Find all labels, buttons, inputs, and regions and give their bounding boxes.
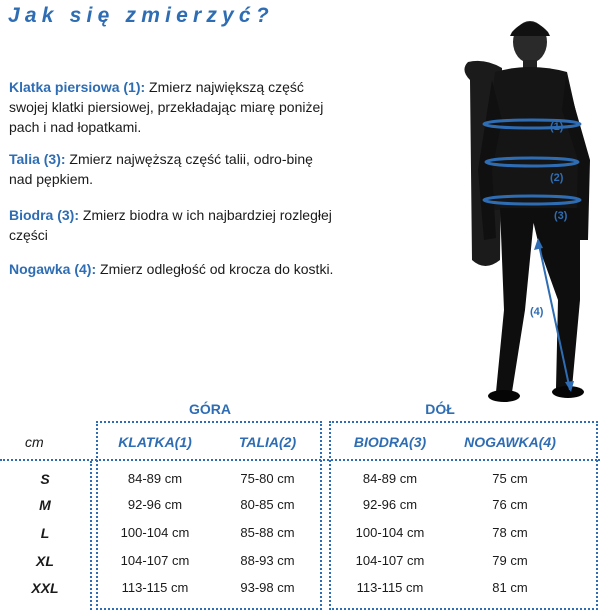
marker-4: (4)	[530, 306, 544, 318]
page-title: Jak się zmierzyć?	[8, 4, 274, 27]
table-row	[0, 576, 600, 602]
instruction-leg	[9, 259, 339, 279]
hips-cell: 84-89 cm	[362, 471, 418, 486]
waist-cell: 85-88 cm	[240, 525, 295, 540]
marker-3: (3)	[554, 210, 568, 222]
table-row	[0, 549, 600, 575]
header-leg: NOGAWKA(4)	[464, 434, 556, 450]
instruction-leg-label: Nogawka (4):	[9, 261, 97, 277]
waist-cell: 80-85 cm	[240, 497, 295, 512]
size-cell: XL	[36, 553, 54, 569]
waist-cell: 75-80 cm	[240, 471, 295, 486]
hips-cell: 104-107 cm	[355, 553, 425, 568]
leg-cell: 78 cm	[492, 525, 528, 540]
chest-cell: 104-107 cm	[120, 553, 190, 568]
leg-cell: 75 cm	[492, 471, 528, 486]
hips-cell: 100-104 cm	[355, 525, 425, 540]
table-row	[0, 467, 600, 493]
size-table	[0, 395, 600, 610]
marker-2: (2)	[550, 172, 564, 184]
section-top: GÓRA	[189, 401, 231, 417]
chest-cell: 113-115 cm	[121, 580, 189, 595]
size-cell: L	[40, 525, 50, 541]
header-hips: BIODRA(3)	[353, 434, 427, 450]
header-chest: KLATKA(1)	[118, 434, 192, 450]
instruction-leg-text: Zmierz odległość od krocza do kostki.	[96, 261, 334, 277]
instruction-hips	[9, 205, 339, 245]
figure-left-leg	[496, 208, 535, 392]
size-cell: XXL	[31, 580, 59, 596]
size-cell: M	[39, 497, 51, 513]
marker-1: (1)	[550, 121, 564, 133]
unit-label: cm	[25, 434, 44, 450]
section-bottom: DÓŁ	[425, 401, 455, 417]
leg-cell: 79 cm	[492, 553, 528, 568]
instruction-waist-label: Talia (3):	[9, 151, 66, 167]
instruction-waist-text: Zmierz najwęższą część talii, odro-binę nad pępkiem.	[9, 151, 313, 187]
figure-right-leg	[530, 208, 580, 388]
size-cell: S	[40, 471, 50, 487]
chest-cell: 84-89 cm	[127, 471, 183, 486]
instruction-chest	[9, 77, 339, 137]
leg-cell: 76 cm	[492, 497, 528, 512]
chest-cell: 100-104 cm	[120, 525, 190, 540]
table-row	[0, 521, 600, 547]
chest-cell: 92-96 cm	[127, 497, 183, 512]
instruction-hips-text: Zmierz biodra w ich najbardziej rozległej części	[9, 207, 332, 243]
hips-cell: 92-96 cm	[362, 497, 418, 512]
leg-cell: 81 cm	[492, 580, 528, 595]
measurement-figure	[430, 10, 600, 410]
instruction-chest-text: Zmierz największą część swojej klatki piersiowej, przekładając miarę poniżej pach i nad łopatkami.	[9, 79, 324, 135]
figure-cap	[510, 22, 550, 36]
table-row	[0, 493, 600, 519]
hips-cell: 113-115 cm	[356, 580, 424, 595]
instruction-chest-label: Klatka piersiowa (1):	[9, 79, 146, 95]
waist-cell: 93-98 cm	[240, 580, 295, 595]
instruction-hips-label: Biodra (3):	[9, 207, 79, 223]
header-waist: TALIA(2)	[238, 434, 297, 450]
instruction-waist	[9, 149, 339, 189]
waist-cell: 88-93 cm	[240, 553, 295, 568]
